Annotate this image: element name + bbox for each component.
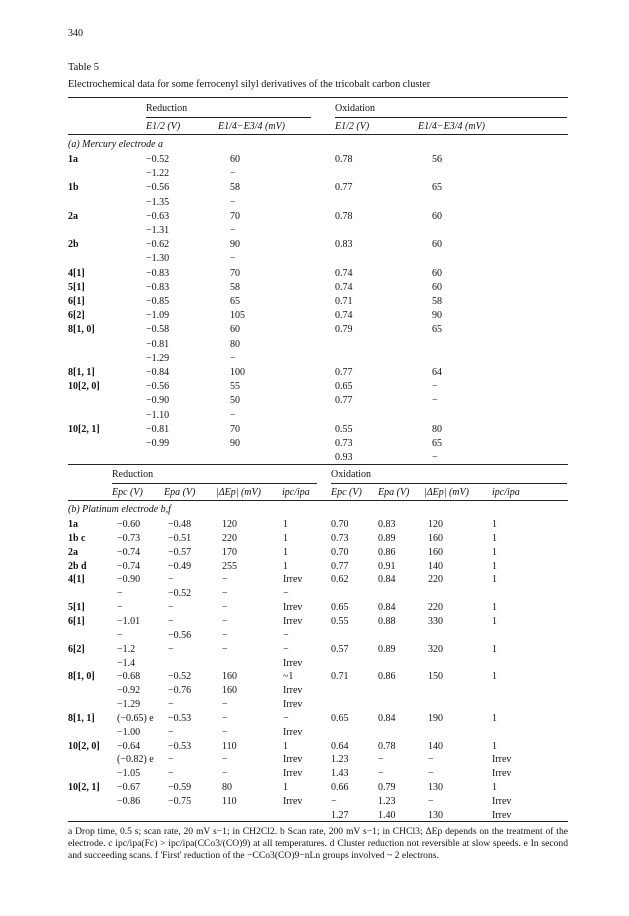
table-cell: 65 <box>432 324 442 336</box>
table-cell: 160 <box>428 532 443 544</box>
table-cell: −0.52 <box>168 588 192 600</box>
compound-label: 6[2] <box>68 643 85 655</box>
table-cell: 0.65 <box>335 381 353 393</box>
table-cell: Irrev <box>283 685 303 697</box>
table-cell: 160 <box>222 671 237 683</box>
table-cell: 60 <box>432 267 442 279</box>
table-cell: 0.77 <box>335 395 353 407</box>
column-header: ipc/ipa <box>492 487 520 498</box>
table-cell: 0.71 <box>331 671 349 683</box>
table-cell: 80 <box>230 338 240 350</box>
table-cell: 0.83 <box>335 239 353 251</box>
table-cell: 0.73 <box>335 438 353 449</box>
table-cell: 110 <box>222 796 237 807</box>
table-cell: 100 <box>230 367 245 378</box>
table-cell: 0.78 <box>378 740 396 752</box>
table-rule <box>68 464 568 465</box>
table-cell: −0.83 <box>146 267 170 279</box>
table-cell: Irrev <box>283 754 303 766</box>
table-cell: −1.22 <box>146 168 170 180</box>
table-cell: Irrev <box>283 574 303 586</box>
table-cell: ~1 <box>283 671 294 683</box>
table-cell: −0.86 <box>117 796 141 807</box>
table-cell: − <box>222 712 228 724</box>
table-cell: 0.77 <box>335 367 353 378</box>
group-header-oxidation: Oxidation <box>331 469 371 480</box>
table-cell: −1.35 <box>146 196 170 208</box>
compound-label: 6[1] <box>68 615 85 627</box>
table-cell: 0.74 <box>335 310 353 322</box>
table-cell: − <box>428 768 434 780</box>
compound-label: 4[1] <box>68 574 85 586</box>
compound-label: 6[1] <box>68 296 85 307</box>
table-cell: 0.77 <box>335 182 353 194</box>
table-cell: Irrev <box>283 699 303 711</box>
table-cell: 1 <box>492 712 497 724</box>
table-cell: −1.4 <box>117 657 136 669</box>
table-cell: − <box>283 588 289 600</box>
table-cell: 0.65 <box>331 602 349 614</box>
table-cell: 90 <box>230 438 240 449</box>
table-cell: Irrev <box>283 726 303 738</box>
table-cell: −0.57 <box>168 546 192 558</box>
section-label: (b) Platinum electrode b,f <box>68 504 171 515</box>
table-cell: 330 <box>428 615 443 627</box>
table-cell: 1 <box>492 602 497 614</box>
table-cell: 0.62 <box>331 574 349 586</box>
table-cell: 0.84 <box>378 574 396 586</box>
compound-label: 8[1, 1] <box>68 367 95 378</box>
table-cell: −0.56 <box>146 182 170 194</box>
table-cell: −1.09 <box>146 310 170 322</box>
table-cell: −0.51 <box>168 532 192 544</box>
table-cell: 1 <box>283 782 288 794</box>
table-cell: − <box>428 754 434 766</box>
table-cell: 0.91 <box>378 560 396 572</box>
table-cell: −0.59 <box>168 782 192 794</box>
table-cell: 1 <box>492 519 497 530</box>
table-cell: −0.81 <box>146 423 170 435</box>
table-cell: −0.85 <box>146 296 170 307</box>
compound-label: 1a <box>68 519 78 530</box>
group-header-reduction: Reduction <box>112 469 154 480</box>
table-cell: 70 <box>230 210 240 222</box>
column-header: |ΔEp| (mV) <box>424 487 469 498</box>
table-cell: Irrev <box>283 615 303 627</box>
table-cell: 140 <box>428 740 443 752</box>
table-cell: − <box>168 602 174 614</box>
table-cell: 110 <box>222 740 237 752</box>
table-cell: −1.01 <box>117 615 141 627</box>
table-cell: 0.55 <box>331 615 349 627</box>
table-cell: 1 <box>492 546 497 558</box>
table-cell: −0.60 <box>117 519 141 530</box>
table-cell: 90 <box>230 239 240 251</box>
table-cell: 1 <box>283 560 288 572</box>
table-cell: 105 <box>230 310 245 322</box>
table-cell: 0.57 <box>331 643 349 655</box>
table-cell: −0.52 <box>146 154 170 165</box>
table-cell: 255 <box>222 560 237 572</box>
table-cell: 1.27 <box>331 809 349 821</box>
table-cell: Irrev <box>283 796 303 807</box>
table-cell: −0.81 <box>146 338 170 350</box>
table-cell: − <box>222 768 228 780</box>
table-cell: 0.55 <box>335 423 353 435</box>
table-cell: − <box>230 196 236 208</box>
table-cell: 80 <box>222 782 232 794</box>
table-cell: − <box>230 168 236 180</box>
table-label: Table 5 <box>68 62 100 73</box>
table-cell: Irrev <box>283 768 303 780</box>
table-cell: − <box>283 712 289 724</box>
table-cell: 0.74 <box>335 267 353 279</box>
table-cell: −1.00 <box>117 726 141 738</box>
table-cell: Irrev <box>283 602 303 614</box>
table-cell: 0.86 <box>378 546 396 558</box>
table-cell: − <box>222 629 228 641</box>
compound-label: 4[1] <box>68 267 85 279</box>
table-cell: − <box>168 726 174 738</box>
table-cell: 0.65 <box>331 712 349 724</box>
compound-label: 2a <box>68 546 78 558</box>
compound-label: 10[2, 1] <box>68 782 100 794</box>
table-cell: 0.66 <box>331 782 349 794</box>
section-label: (a) Mercury electrode a <box>68 139 164 150</box>
table-cell: −0.63 <box>146 210 170 222</box>
table-cell: − <box>222 602 228 614</box>
compound-label: 1a <box>68 154 78 165</box>
table-cell: 130 <box>428 782 443 794</box>
table-cell: (−0.65) e <box>117 712 154 724</box>
table-cell: 60 <box>230 324 240 336</box>
table-cell: 0.74 <box>335 281 353 293</box>
table-cell: − <box>230 253 236 265</box>
table-cell: − <box>222 754 228 766</box>
table-cell: Irrev <box>492 754 512 766</box>
table-cell: − <box>117 588 123 600</box>
table-cell: 160 <box>428 546 443 558</box>
table-cell: 0.84 <box>378 602 396 614</box>
column-header: |ΔEp| (mV) <box>216 487 261 498</box>
table-cell: − <box>331 796 337 807</box>
table-cell: −0.99 <box>146 438 170 449</box>
table-cell: 1 <box>492 643 497 655</box>
table-cell: 220 <box>428 574 443 586</box>
column-header: ipc/ipa <box>282 487 310 498</box>
compound-label: 2b <box>68 239 79 251</box>
table-cell: −0.62 <box>146 239 170 251</box>
table-cell: 0.88 <box>378 615 396 627</box>
table-cell: − <box>117 602 123 614</box>
compound-label: 1b c <box>68 532 86 544</box>
table-cell: −1.10 <box>146 409 170 421</box>
table-cell: −0.53 <box>168 740 192 752</box>
column-header: E1/4−E3/4 (mV) <box>218 121 286 132</box>
table-cell: 58 <box>230 182 240 194</box>
column-header: E1/4−E3/4 (mV) <box>418 121 486 132</box>
table-cell: 65 <box>432 182 442 194</box>
table-cell: 1 <box>492 574 497 586</box>
table-cell: −0.53 <box>168 712 192 724</box>
table-cell: −1.30 <box>146 253 170 265</box>
table-cell: − <box>283 643 289 655</box>
table-cell: − <box>428 796 434 807</box>
table-cell: 1.40 <box>378 809 396 821</box>
column-header: E1/2 (V) <box>146 121 181 132</box>
table-cell: − <box>168 574 174 586</box>
table-cell: −0.90 <box>146 395 170 407</box>
table-cell: −0.64 <box>117 740 141 752</box>
table-cell: 0.71 <box>335 296 353 307</box>
table-cell: 0.77 <box>331 560 349 572</box>
table-cell: 120 <box>428 519 443 530</box>
table-cell: − <box>230 225 236 236</box>
compound-label: 8[1, 1] <box>68 712 95 724</box>
table-rule <box>146 117 311 118</box>
table-cell: 60 <box>230 154 240 165</box>
table-cell: Irrev <box>492 809 512 821</box>
table-cell: 0.83 <box>378 519 396 530</box>
column-header: Epc (V) <box>112 487 143 498</box>
table-cell: −0.68 <box>117 671 141 683</box>
table-cell: 1 <box>492 532 497 544</box>
page-number: 340 <box>68 28 83 39</box>
compound-label: 8[1, 0] <box>68 324 95 336</box>
table-cell: 0.84 <box>378 712 396 724</box>
table-cell: −0.49 <box>168 560 192 572</box>
table-cell: Irrev <box>283 657 303 669</box>
group-header-oxidation: Oxidation <box>335 103 375 114</box>
table-cell: Irrev <box>492 796 512 807</box>
table-cell: − <box>222 643 228 655</box>
table-cell: − <box>378 754 384 766</box>
table-cell: −0.90 <box>117 574 141 586</box>
compound-label: 2b d <box>68 560 87 572</box>
table-cell: − <box>222 726 228 738</box>
table-cell: − <box>432 395 438 407</box>
table-cell: −0.58 <box>146 324 170 336</box>
table-cell: 0.89 <box>378 532 396 544</box>
table-cell: (−0.82) e <box>117 754 154 766</box>
table-cell: 160 <box>222 685 237 697</box>
compound-label: 10[2, 1] <box>68 423 100 435</box>
table-cell: 0.73 <box>331 532 349 544</box>
table-cell: − <box>168 615 174 627</box>
table-cell: −1.2 <box>117 643 136 655</box>
compound-label: 10[2, 0] <box>68 740 100 752</box>
table-cell: − <box>378 768 384 780</box>
table-cell: −0.73 <box>117 532 141 544</box>
column-header: E1/2 (V) <box>335 121 370 132</box>
table-cell: − <box>222 699 228 711</box>
column-header: Epc (V) <box>331 487 362 498</box>
table-rule <box>68 821 568 822</box>
table-cell: −1.29 <box>117 699 141 711</box>
table-cell: 1 <box>283 546 288 558</box>
table-footnotes: a Drop time, 0.5 s; scan rate, 20 mV s−1; in CH2Cl2. b Scan rate, 200 mV s−1; in CHCl3; ΔEp depends on the treatment of the electrode. c ipc/ipa(Fc) > ipc/ipa(CCo3/(CO)9) at all temperatures. d Cluster reduction not reversible at slow speeds. e In second and succeeding scans. f 'First' reduction of the −CCo3(CO)9−nLn groups involved ~ 2 electrons. <box>68 826 568 861</box>
table-cell: −0.84 <box>146 367 170 378</box>
table-cell: 0.78 <box>335 210 353 222</box>
table-cell: 1.43 <box>331 768 349 780</box>
table-cell: − <box>168 768 174 780</box>
table-cell: Irrev <box>492 768 512 780</box>
table-cell: 0.78 <box>335 154 353 165</box>
table-cell: −0.56 <box>146 381 170 393</box>
table-cell: 1 <box>492 615 497 627</box>
table-cell: 70 <box>230 267 240 279</box>
table-cell: 0.70 <box>331 546 349 558</box>
table-cell: −0.52 <box>168 671 192 683</box>
table-cell: −0.83 <box>146 281 170 293</box>
table-cell: −0.92 <box>117 685 141 697</box>
table-cell: 1.23 <box>331 754 349 766</box>
table-cell: − <box>432 452 438 464</box>
table-cell: 170 <box>222 546 237 558</box>
table-cell: − <box>283 629 289 641</box>
table-cell: 0.70 <box>331 519 349 530</box>
table-cell: 0.86 <box>378 671 396 683</box>
table-rule <box>68 500 568 501</box>
table-cell: − <box>230 409 236 421</box>
compound-label: 2a <box>68 210 78 222</box>
table-cell: 1 <box>492 782 497 794</box>
column-header: Epa (V) <box>378 487 410 498</box>
compound-label: 5[1] <box>68 602 85 614</box>
table-rule <box>112 483 317 484</box>
table-cell: 80 <box>432 423 442 435</box>
table-rule <box>331 483 567 484</box>
table-cell: −1.29 <box>146 352 170 364</box>
table-rule <box>68 134 568 135</box>
table-cell: 220 <box>222 532 237 544</box>
table-cell: 70 <box>230 423 240 435</box>
table-cell: −1.31 <box>146 225 170 236</box>
table-rule <box>335 117 567 118</box>
table-cell: 60 <box>432 210 442 222</box>
table-cell: − <box>168 754 174 766</box>
table-cell: 120 <box>222 519 237 530</box>
table-cell: 130 <box>428 809 443 821</box>
column-header: Epa (V) <box>164 487 196 498</box>
table-cell: 190 <box>428 712 443 724</box>
group-header-reduction: Reduction <box>146 103 188 114</box>
compound-label: 8[1, 0] <box>68 671 95 683</box>
table-cell: 0.79 <box>335 324 353 336</box>
table-cell: 0.64 <box>331 740 349 752</box>
table-cell: −0.67 <box>117 782 141 794</box>
table-caption: Electrochemical data for some ferrocenyl silyl derivatives of the tricobalt carbon cluster <box>68 79 431 90</box>
table-cell: 1 <box>492 740 497 752</box>
table-cell: −0.76 <box>168 685 192 697</box>
compound-label: 10[2, 0] <box>68 381 100 393</box>
table-cell: − <box>230 352 236 364</box>
table-cell: 0.93 <box>335 452 353 464</box>
table-cell: 1 <box>283 740 288 752</box>
table-cell: − <box>168 699 174 711</box>
table-cell: 64 <box>432 367 442 378</box>
table-cell: 1 <box>283 532 288 544</box>
table-cell: 56 <box>432 154 442 165</box>
table-cell: 58 <box>230 281 240 293</box>
table-cell: − <box>222 574 228 586</box>
compound-label: 1b <box>68 182 79 194</box>
table-cell: 58 <box>432 296 442 307</box>
table-cell: 65 <box>432 438 442 449</box>
table-cell: 60 <box>432 281 442 293</box>
table-cell: 140 <box>428 560 443 572</box>
table-cell: 90 <box>432 310 442 322</box>
table-cell: − <box>222 588 228 600</box>
table-cell: − <box>222 615 228 627</box>
table-cell: 65 <box>230 296 240 307</box>
compound-label: 5[1] <box>68 281 85 293</box>
table-cell: −0.74 <box>117 546 141 558</box>
table-cell: 1 <box>283 519 288 530</box>
table-cell: −0.75 <box>168 796 192 807</box>
table-cell: − <box>117 629 123 641</box>
table-cell: 60 <box>432 239 442 251</box>
table-cell: 0.79 <box>378 782 396 794</box>
table-cell: 320 <box>428 643 443 655</box>
table-cell: 150 <box>428 671 443 683</box>
table-cell: 50 <box>230 395 240 407</box>
table-cell: 1.23 <box>378 796 396 807</box>
table-rule <box>68 97 568 98</box>
compound-label: 6[2] <box>68 310 85 322</box>
table-cell: −0.48 <box>168 519 192 530</box>
table-cell: −1.05 <box>117 768 141 780</box>
table-cell: − <box>432 381 438 393</box>
table-cell: − <box>168 643 174 655</box>
table-cell: −0.56 <box>168 629 192 641</box>
table-cell: 220 <box>428 602 443 614</box>
table-cell: 1 <box>492 671 497 683</box>
table-cell: −0.74 <box>117 560 141 572</box>
table-cell: 55 <box>230 381 240 393</box>
table-cell: 0.89 <box>378 643 396 655</box>
table-cell: 1 <box>492 560 497 572</box>
